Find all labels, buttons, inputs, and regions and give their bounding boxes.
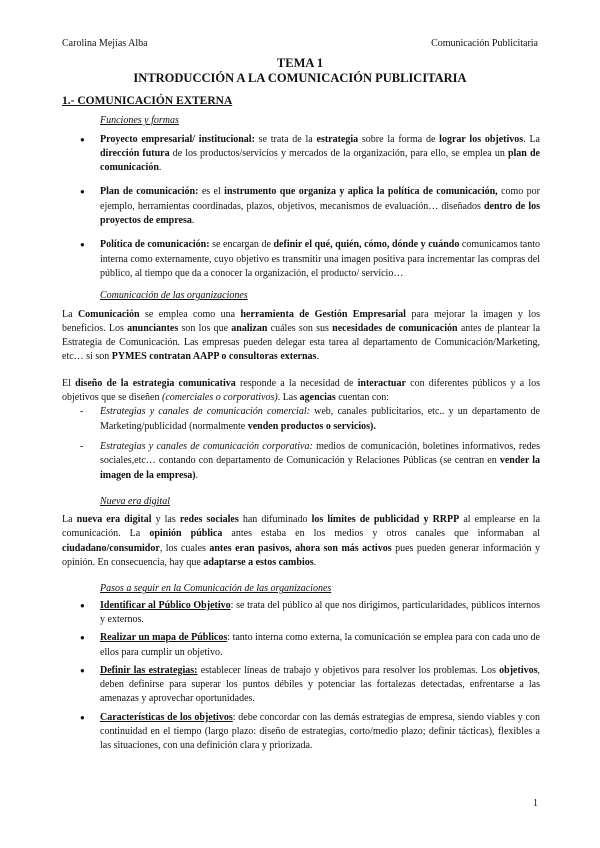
document-title: TEMA 1 xyxy=(276,56,324,70)
subheading-pasos: Pasos a seguir en la Comunicación de las organizaciones xyxy=(100,583,332,595)
text-run: son los que xyxy=(178,322,232,334)
text-run: para mejorar la imagen y los beneficios. Los xyxy=(62,308,540,334)
text-run: ciudadano/consumidor xyxy=(62,542,160,554)
text-run: Características de los objetivos xyxy=(100,711,233,723)
document-subtitle: INTRODUCCIÓN A LA COMUNICACIÓN PUBLICITARIA xyxy=(133,71,467,85)
list-item xyxy=(62,599,540,628)
text-run: responde a la necesidad de xyxy=(235,377,358,389)
text-run: plan de comunicación xyxy=(100,147,540,174)
text-run: se trata de la xyxy=(254,133,317,145)
list-item xyxy=(62,631,540,660)
paragraph xyxy=(62,377,540,406)
text-run: vender la imagen de la empresa) xyxy=(100,455,540,481)
text-run: venden productos o servicios). xyxy=(247,420,376,432)
text-run: Definir las estrategias: xyxy=(100,664,198,676)
text-run: . xyxy=(158,162,162,174)
text-run: (comerciales o corporativos) xyxy=(161,392,278,404)
text-run: como por ejemplo, herramientas coordinadas, plazos, objetivos, mecanismos de evaluación… diseñados xyxy=(100,186,541,212)
text-run: pues pueden generar información y opinión. En consecuencia, hay que xyxy=(62,542,540,569)
text-run: medios de comunicación, boletines informativos, redes sociales,etc… contando con departamento de Comunicación y Relaciones Públicas (se centran en xyxy=(100,440,540,467)
text-run: y las xyxy=(151,514,180,526)
text-run: cuáles son sus xyxy=(267,322,333,334)
strategies-list xyxy=(62,405,540,482)
subheading-era-digital: Nueva era digital xyxy=(100,495,170,507)
header-author: Carolina Mejías Alba xyxy=(62,38,148,49)
text-run: . xyxy=(191,215,195,227)
list-item xyxy=(62,133,540,176)
text-run: lograr los objetivos xyxy=(439,133,524,145)
text-run: se encargan de xyxy=(209,239,274,251)
section-content xyxy=(62,94,540,754)
text-run: objetivos xyxy=(499,664,538,676)
text-run: Estrategias y canales de comunicación comercial: xyxy=(100,406,310,418)
text-run: . Las xyxy=(277,392,300,404)
text-run: antes de plantear la Estrategia de Comunicación. Las empresas pueden delegar esta tarea al departamento de Comunicación/Marketing, etc… si son xyxy=(62,322,541,363)
text-run: anunciantes xyxy=(127,322,179,334)
text-run: antes estaba en los medios y otros canales que informaban al xyxy=(222,528,540,540)
list-item xyxy=(62,185,540,228)
text-run: diseño de la estrategia comunicativa xyxy=(75,377,236,389)
text-run: agencias xyxy=(299,392,336,404)
text-run: redes sociales xyxy=(179,514,239,526)
text-run: analizan xyxy=(231,322,268,334)
text-run: Estrategias y canales de comunicación corporativa: xyxy=(100,440,313,452)
text-run: cuentan con: xyxy=(335,392,390,404)
text-run: herramienta de Gestión Empresarial xyxy=(240,308,406,320)
text-run: comunicamos tanto interna como externamente, cuyo objetivo es transmitir una imagen positiva para incrementar las compras del público, al tiempo que da a conocer la organización, el producto/ servicio… xyxy=(100,239,540,279)
text-run: Realizar un mapa de Públicos xyxy=(100,632,228,644)
functions-list xyxy=(62,133,540,282)
text-run: La xyxy=(62,308,78,320)
text-run: La xyxy=(62,514,77,526)
page-number: 1 xyxy=(533,798,538,809)
text-run: de los productos/servicios y mercados de la organización, para ello, se emplea un xyxy=(169,147,508,159)
text-run: Comunicación xyxy=(77,308,140,320)
text-run: sobre la forma de xyxy=(358,133,440,145)
text-run: al emplearse en la comunicación. La xyxy=(62,514,541,540)
steps-list xyxy=(62,599,540,754)
text-run: PYMES contratan AAPP o consultoras externas xyxy=(111,351,317,363)
text-run: instrumento que organiza y aplica la política de comunicación, xyxy=(224,186,498,198)
text-run: definir el qué, quién, cómo, dónde y cuándo xyxy=(273,239,460,251)
text-run: web, canales publicitarios, etc.. y un departamento de Marketing/publicidad (normalmente xyxy=(100,406,540,432)
paragraph xyxy=(62,513,540,570)
text-run: : tanto interna como externa, la comunicación se emplea para con cada uno de ellos para cumplir un objetivo. xyxy=(100,632,540,658)
text-run: los límites de publicidad y RRPP xyxy=(311,514,460,526)
text-run: han difuminado xyxy=(238,514,312,526)
text-run: Identificar al Público Objetivo xyxy=(100,599,231,611)
text-run: : se trata del público al que nos dirigimos, particularidades, públicos internos y externos. xyxy=(100,599,540,625)
text-run: Plan de comunicación: xyxy=(100,186,199,198)
text-run: . xyxy=(316,351,319,363)
text-run: con diferentes públicos y a los objetivos que se diseñen xyxy=(62,377,541,404)
text-run: . La xyxy=(523,133,540,145)
text-run: adaptarse a estos cambios xyxy=(203,557,314,569)
subheading-comunicacion: Comunicación de las organizaciones xyxy=(100,290,248,302)
text-run: es el xyxy=(198,186,225,198)
header-subject: Comunicación Publicitaria xyxy=(431,38,538,49)
text-run: , deben definirse para superar los puntos débiles y potenciar las fortalezas detectadas, enfrentarse a las amenazas y aprovechar oportunidades. xyxy=(100,664,540,705)
text-run: El xyxy=(62,377,76,389)
text-run: . xyxy=(313,557,317,569)
list-item xyxy=(62,711,540,754)
text-run: . xyxy=(195,469,199,481)
list-item xyxy=(62,405,540,434)
list-item xyxy=(62,440,540,483)
text-run: Proyecto empresarial/ institucional: xyxy=(100,133,255,145)
text-run: nueva era digital xyxy=(76,514,152,526)
paragraph xyxy=(62,308,540,365)
list-item xyxy=(62,664,540,707)
list-item xyxy=(62,238,540,281)
text-run: Política de comunicación: xyxy=(100,239,210,251)
subheading-funciones: Funciones y formas xyxy=(100,115,179,127)
text-run: , los cuales xyxy=(159,542,210,554)
text-run: se emplea como una xyxy=(139,308,241,320)
text-run: antes eran pasivos, ahora son más activos xyxy=(209,542,392,554)
text-run: : debe concordar con las demás estrategias de empresa, siendo viables y con continuidad en el tiempo (largo plazo: diseño de estrategias, corto/medio plazo; definir tácticas), flexibles a las situaciones, con una definición clara y priorizada. xyxy=(100,711,540,752)
text-run: establecer líneas de trabajo y objetivos para resolver los problemas. Los xyxy=(197,664,500,676)
text-run: opinión pública xyxy=(149,528,223,540)
text-run: dentro de los proyectos de empresa xyxy=(100,200,540,227)
section-heading: 1.- COMUNICACIÓN EXTERNA xyxy=(62,95,233,107)
text-run: interactuar xyxy=(357,377,406,389)
text-run: necesidades de comunicación xyxy=(332,322,458,334)
text-run: estrategia xyxy=(316,133,359,145)
text-run: dirección futura xyxy=(100,147,170,159)
